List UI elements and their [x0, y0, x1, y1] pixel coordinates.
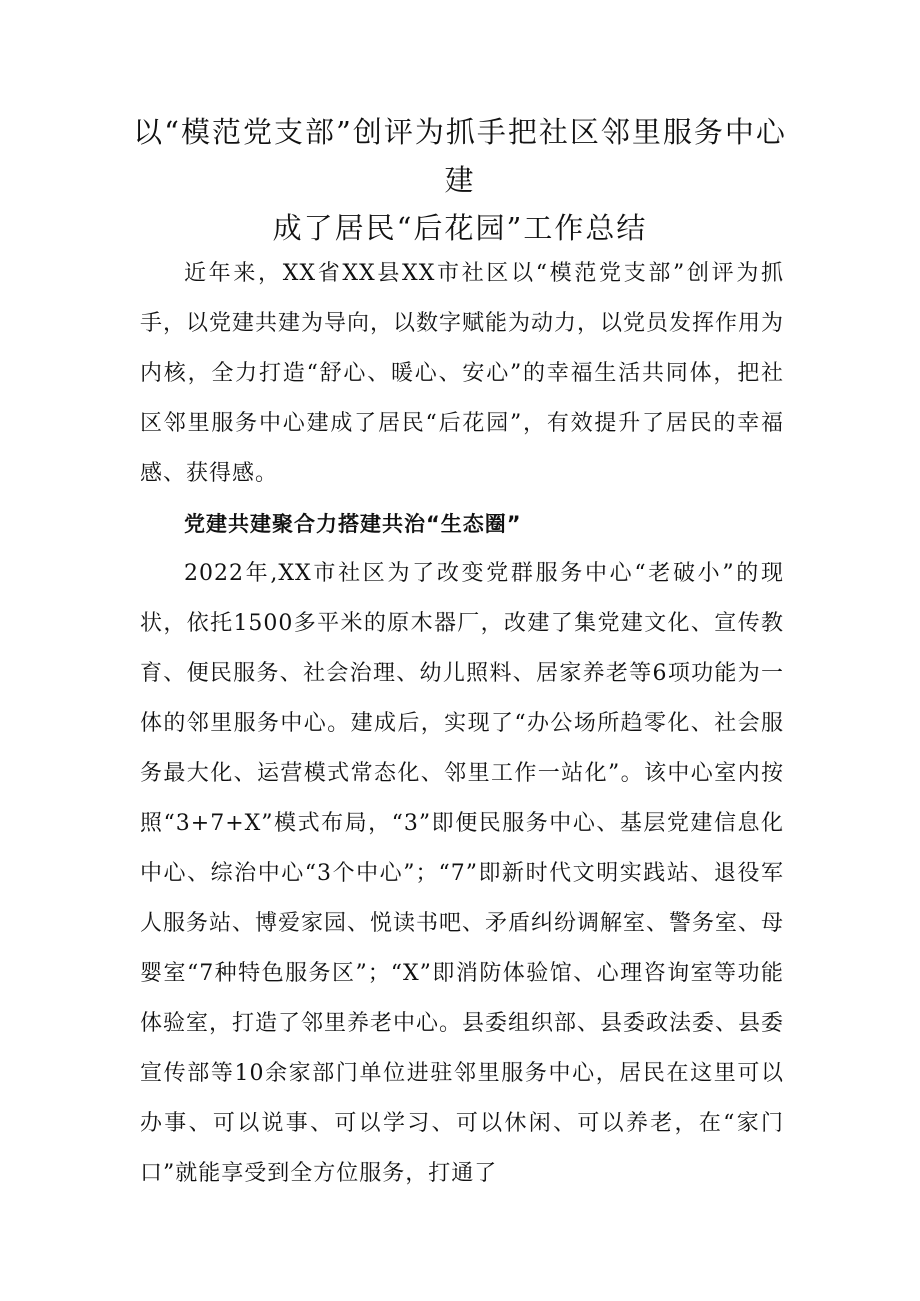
document-body	[140, 249, 784, 1199]
title-line-2: 成了居民“后花园”工作总结	[272, 211, 648, 245]
intro-paragraph: 近年来，XX省XX县XX市社区以“模范党支部”创评为抓手，以党建共建为导向，以数字赋能为动力，以党员发挥作用为内核，全力打造“舒心、暖心、安心”的幸福生活共同体，把社区邻里服务中心建成了居民“后花园”，有效提升了居民的幸福感、获得感。	[140, 261, 785, 486]
section-heading: 党建共建聚合力搭建共治“生态圈”	[184, 512, 522, 536]
section-paragraph: 2022年,XX市社区为了改变党群服务中心“老破小”的现状，依托1500多平米的原木器厂，改建了集党建文化、宣传教育、便民服务、社会治理、幼儿照料、居家养老等6项功能为一体的邻里服务中心。建成后，实现了“办公场所趋零化、社会服务最大化、运营模式常态化、邻里工作一站化”。该中心室内按照“3+7+X”模式布局，“3”即便民服务中心、基层党建信息化中心、综治中心“3个中心”；“7”即新时代文明实践站、退役军人服务站、博爱家园、悦读书吧、矛盾纠纷调解室、警务室、母婴室“7种特色服务区”；“X”即消防体验馆、心理咨询室等功能体验室，打造了邻里养老中心。县委组织部、县委政法委、县委宣传部等10余家部门单位进驻邻里服务中心，居民在这里可以办事、可以说事、可以学习、可以休闲、可以养老，在“家门口”就能享受到全方位服务，打通了	[140, 561, 785, 1186]
title-line-1: 以“模范党支部”创评为抓手把社区邻里服务中心建	[133, 115, 787, 197]
document-title	[130, 108, 790, 252]
